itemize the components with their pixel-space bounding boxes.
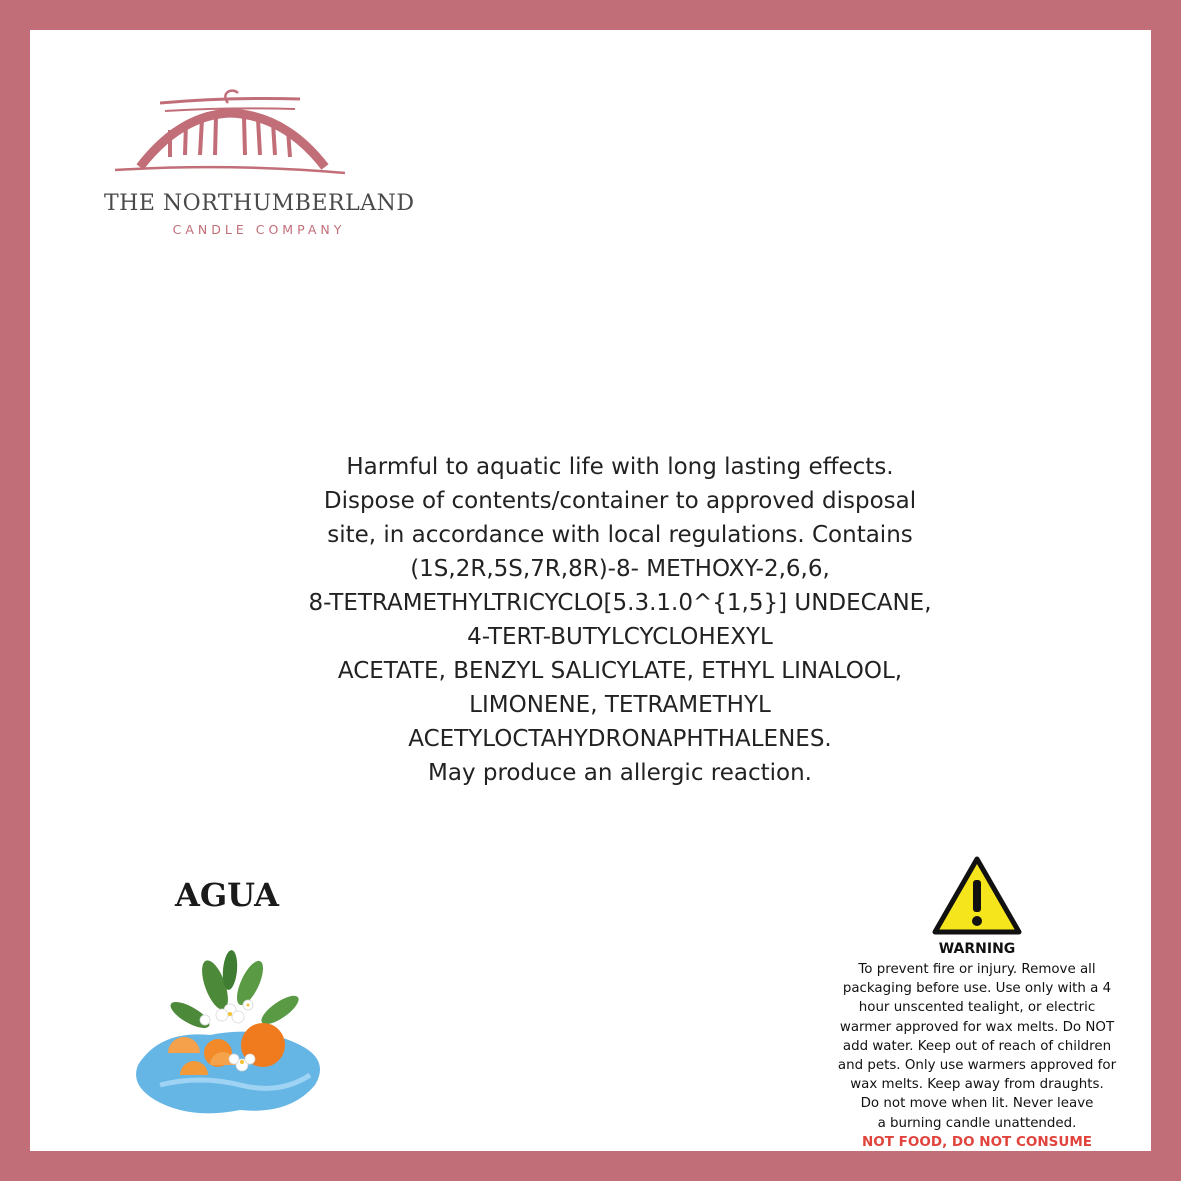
brand-logo xyxy=(80,85,415,245)
label-panel xyxy=(30,30,1151,1151)
hazard-line: Dispose of contents/container to approved disposal xyxy=(323,488,917,514)
warning-line: wax melts. Keep away from draughts. xyxy=(850,1077,1104,1093)
brand-subtitle: CANDLE COMPANY xyxy=(172,222,346,237)
hazard-line: LIMONENE, TETRAMETHYL xyxy=(469,692,771,718)
hazard-line: May produce an allergic reaction. xyxy=(428,760,812,786)
warning-line: hour unscented tealight, or electric xyxy=(858,1000,1096,1016)
warning-line: a burning candle unattended. xyxy=(877,1115,1077,1131)
hazard-line: ACETATE, BENZYL SALICYLATE, ETHYL LINALOOL, xyxy=(337,658,903,684)
hazard-line: (1S,2R,5S,7R,8R)-8- METHOXY-2,6,6, xyxy=(410,556,830,582)
hazard-line: site, in accordance with local regulations. Contains xyxy=(327,522,913,548)
not-food-notice: NOT FOOD, DO NOT CONSUME xyxy=(862,1134,1092,1150)
warning-line: packaging before use. Use only with a 4 xyxy=(842,981,1112,997)
hazard-statement xyxy=(225,450,1015,790)
product-illustration xyxy=(130,935,330,1135)
hazard-line: Harmful to aquatic life with long lasting effects. xyxy=(346,454,894,480)
warning-line: To prevent fire or injury. Remove all xyxy=(858,962,1096,977)
warning-line: warmer approved for wax melts. Do NOT xyxy=(839,1019,1115,1035)
candle-logo-icon xyxy=(110,85,360,185)
warning-title: WARNING xyxy=(938,941,1016,957)
hazard-line: 4-TERT-BUTYLCYCLOHEXYL xyxy=(467,624,773,650)
warning-line: and pets. Only use warmers approved for xyxy=(837,1058,1117,1074)
warning-line: add water. Keep out of reach of children xyxy=(842,1038,1112,1054)
hazard-line: ACETYLOCTAHYDRONAPHTHALENES. xyxy=(408,726,832,752)
warning-triangle-icon xyxy=(932,856,1022,936)
brand-title: THE NORTHUMBERLAND xyxy=(104,191,415,216)
warning-line: Do not move when lit. Never leave xyxy=(860,1096,1094,1112)
product-name: AGUA xyxy=(175,876,279,914)
warning-text xyxy=(810,960,1144,1133)
hazard-line: 8-TETRAMETHYLTRICYCLO[5.3.1.0^{1,5}] UNDECANE, xyxy=(308,590,932,616)
